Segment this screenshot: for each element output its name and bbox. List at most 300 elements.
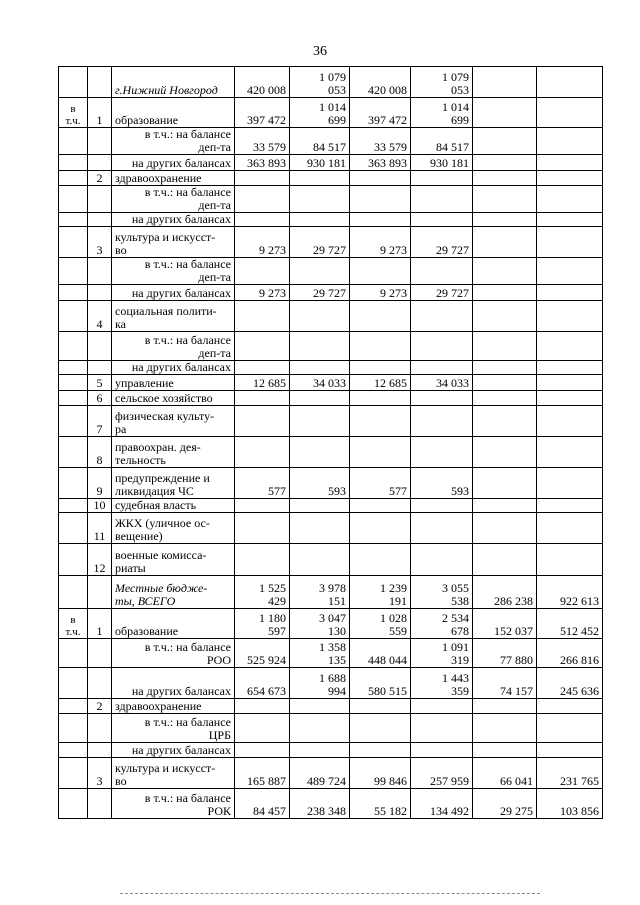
value-cell [235, 171, 290, 186]
value-cell [473, 67, 537, 98]
value-cell [411, 391, 473, 406]
group-marker-cell [59, 544, 88, 576]
table-row [59, 332, 603, 361]
group-marker-cell [59, 668, 88, 699]
value-cell: 34 033 [411, 375, 473, 391]
value-cell: 397 472 [235, 98, 290, 128]
value-cell [235, 699, 290, 714]
group-marker-cell [59, 301, 88, 332]
table-row [59, 699, 603, 714]
table-row [59, 171, 603, 186]
group-marker-cell [59, 576, 88, 609]
item-number-cell [88, 128, 112, 155]
value-cell: 245 636 [537, 668, 603, 699]
group-marker-cell [59, 171, 88, 186]
value-cell [411, 406, 473, 437]
value-cell: 593 [411, 468, 473, 499]
item-number-cell [88, 639, 112, 668]
group-marker-cell: в т.ч. [59, 609, 88, 639]
group-marker-cell [59, 186, 88, 213]
value-cell [235, 714, 290, 743]
value-cell: 12 685 [235, 375, 290, 391]
row-label-cell: физическая культу- ра [112, 406, 235, 437]
row-label-cell: сельское хозяйство [112, 391, 235, 406]
table-row [59, 67, 603, 98]
page-number: 36 [313, 44, 327, 59]
item-number-cell [88, 258, 112, 285]
value-cell: 12 685 [350, 375, 411, 391]
row-label-cell: в т.ч.: на балансе деп-та [112, 186, 235, 213]
value-cell [473, 391, 537, 406]
row-label-cell: на других балансах [112, 361, 235, 375]
table-row [59, 375, 603, 391]
value-cell [235, 213, 290, 227]
group-marker-cell [59, 714, 88, 743]
value-cell [411, 332, 473, 361]
group-marker-cell [59, 213, 88, 227]
value-cell: 448 044 [350, 639, 411, 668]
table-row [59, 513, 603, 544]
value-cell [290, 714, 350, 743]
value-cell [473, 513, 537, 544]
value-cell: 363 893 [350, 155, 411, 171]
value-cell: 77 880 [473, 639, 537, 668]
group-marker-cell [59, 155, 88, 171]
table-row [59, 155, 603, 171]
value-cell: 1 180 597 [235, 609, 290, 639]
value-cell [411, 743, 473, 758]
value-cell: 84 517 [290, 128, 350, 155]
value-cell [235, 332, 290, 361]
value-cell [473, 406, 537, 437]
value-cell: 55 182 [350, 789, 411, 819]
value-cell [473, 437, 537, 468]
group-marker-cell [59, 406, 88, 437]
item-number-cell: 3 [88, 227, 112, 258]
group-marker-cell [59, 258, 88, 285]
value-cell [235, 544, 290, 576]
item-number-cell: 2 [88, 171, 112, 186]
value-cell: 420 008 [350, 67, 411, 98]
value-cell: 266 816 [537, 639, 603, 668]
value-cell: 654 673 [235, 668, 290, 699]
value-cell: 99 846 [350, 758, 411, 789]
row-label-cell: социальная полити- ка [112, 301, 235, 332]
value-cell [290, 406, 350, 437]
value-cell [350, 699, 411, 714]
value-cell: 74 157 [473, 668, 537, 699]
group-marker-cell [59, 758, 88, 789]
group-marker-cell [59, 789, 88, 819]
bottom-rule [120, 893, 540, 894]
value-cell [537, 468, 603, 499]
item-number-cell: 3 [88, 758, 112, 789]
value-cell [537, 391, 603, 406]
value-cell: 1 091 319 [411, 639, 473, 668]
value-cell: 66 041 [473, 758, 537, 789]
value-cell: 420 008 [235, 67, 290, 98]
value-cell: 930 181 [411, 155, 473, 171]
row-label-cell: Местные бюдже- ты, ВСЕГО [112, 576, 235, 609]
group-marker-cell [59, 128, 88, 155]
value-cell [537, 499, 603, 513]
value-cell [235, 258, 290, 285]
table-row [59, 227, 603, 258]
item-number-cell [88, 332, 112, 361]
value-cell [473, 699, 537, 714]
item-number-cell: 6 [88, 391, 112, 406]
value-cell [537, 98, 603, 128]
value-cell: 29 727 [290, 285, 350, 301]
value-cell [411, 513, 473, 544]
value-cell [411, 213, 473, 227]
item-number-cell: 4 [88, 301, 112, 332]
value-cell [473, 361, 537, 375]
value-cell [473, 375, 537, 391]
value-cell [350, 743, 411, 758]
value-cell: 103 856 [537, 789, 603, 819]
row-label-cell: г.Нижний Новгород [112, 67, 235, 98]
item-number-cell [88, 789, 112, 819]
value-cell: 29 727 [411, 285, 473, 301]
value-cell [411, 171, 473, 186]
value-cell [350, 406, 411, 437]
value-cell [473, 285, 537, 301]
value-cell [537, 437, 603, 468]
value-cell: 9 273 [235, 227, 290, 258]
value-cell: 84 517 [411, 128, 473, 155]
value-cell [290, 213, 350, 227]
value-cell [537, 186, 603, 213]
value-cell [290, 699, 350, 714]
group-marker-cell [59, 375, 88, 391]
value-cell [350, 258, 411, 285]
value-cell [350, 213, 411, 227]
value-cell: 29 727 [290, 227, 350, 258]
value-cell [290, 171, 350, 186]
value-cell: 922 613 [537, 576, 603, 609]
value-cell: 593 [290, 468, 350, 499]
group-marker-cell [59, 499, 88, 513]
value-cell [537, 128, 603, 155]
table-row [59, 743, 603, 758]
value-cell [235, 499, 290, 513]
value-cell: 231 765 [537, 758, 603, 789]
value-cell [473, 128, 537, 155]
value-cell [537, 544, 603, 576]
value-cell [235, 437, 290, 468]
row-label-cell: в т.ч.: на балансе РОО [112, 639, 235, 668]
value-cell: 84 457 [235, 789, 290, 819]
value-cell [290, 301, 350, 332]
value-cell: 1 028 559 [350, 609, 411, 639]
value-cell: 238 348 [290, 789, 350, 819]
item-number-cell: 5 [88, 375, 112, 391]
group-marker-cell [59, 391, 88, 406]
row-label-cell: в т.ч.: на балансе деп-та [112, 332, 235, 361]
row-label-cell: культура и искусст- во [112, 227, 235, 258]
value-cell [411, 301, 473, 332]
value-cell [473, 714, 537, 743]
table-row [59, 406, 603, 437]
value-cell [290, 186, 350, 213]
row-label-cell: ЖКХ (уличное ос- вещение) [112, 513, 235, 544]
value-cell: 34 033 [290, 375, 350, 391]
value-cell [473, 171, 537, 186]
value-cell [473, 98, 537, 128]
item-number-cell [88, 361, 112, 375]
value-cell [350, 332, 411, 361]
item-number-cell: 8 [88, 437, 112, 468]
table-row [59, 391, 603, 406]
item-number-cell: 1 [88, 98, 112, 128]
value-cell: 1 688 994 [290, 668, 350, 699]
value-cell [537, 361, 603, 375]
item-number-cell [88, 576, 112, 609]
value-cell [411, 699, 473, 714]
value-cell [411, 361, 473, 375]
value-cell [350, 499, 411, 513]
row-label-cell: здравоохранение [112, 171, 235, 186]
value-cell: 1 525 429 [235, 576, 290, 609]
value-cell [473, 186, 537, 213]
value-cell [537, 714, 603, 743]
value-cell [350, 171, 411, 186]
value-cell [537, 213, 603, 227]
value-cell: 397 472 [350, 98, 411, 128]
value-cell: 9 273 [350, 227, 411, 258]
value-cell: 3 055 538 [411, 576, 473, 609]
value-cell [235, 186, 290, 213]
item-number-cell [88, 285, 112, 301]
table-row [59, 98, 603, 128]
group-marker-cell [59, 332, 88, 361]
item-number-cell: 7 [88, 406, 112, 437]
value-cell [473, 258, 537, 285]
value-cell: 29 727 [411, 227, 473, 258]
table-row [59, 213, 603, 227]
value-cell: 577 [235, 468, 290, 499]
value-cell: 1 079 053 [411, 67, 473, 98]
row-label-cell: в т.ч.: на балансе деп-та [112, 128, 235, 155]
group-marker-cell: в т.ч. [59, 98, 88, 128]
value-cell: 1 014 699 [290, 98, 350, 128]
item-number-cell [88, 67, 112, 98]
value-cell [537, 332, 603, 361]
table-row [59, 714, 603, 743]
value-cell [350, 301, 411, 332]
value-cell [537, 67, 603, 98]
value-cell [537, 227, 603, 258]
item-number-cell [88, 668, 112, 699]
item-number-cell: 11 [88, 513, 112, 544]
value-cell [537, 699, 603, 714]
value-cell: 134 492 [411, 789, 473, 819]
value-cell [350, 186, 411, 213]
value-cell: 9 273 [350, 285, 411, 301]
value-cell: 9 273 [235, 285, 290, 301]
value-cell: 33 579 [350, 128, 411, 155]
group-marker-cell [59, 743, 88, 758]
value-cell [537, 301, 603, 332]
value-cell: 1 079 053 [290, 67, 350, 98]
value-cell: 165 887 [235, 758, 290, 789]
value-cell: 2 534 678 [411, 609, 473, 639]
value-cell [537, 375, 603, 391]
group-marker-cell [59, 468, 88, 499]
value-cell [235, 391, 290, 406]
value-cell [235, 406, 290, 437]
value-cell: 1 239 191 [350, 576, 411, 609]
table-row [59, 758, 603, 789]
value-cell: 257 959 [411, 758, 473, 789]
value-cell [537, 155, 603, 171]
value-cell [473, 743, 537, 758]
row-label-cell: на других балансах [112, 285, 235, 301]
table-row [59, 437, 603, 468]
table-row [59, 499, 603, 513]
row-label-cell: военные комисса- риаты [112, 544, 235, 576]
table-row [59, 468, 603, 499]
value-cell: 286 238 [473, 576, 537, 609]
row-label-cell: в т.ч.: на балансе деп-та [112, 258, 235, 285]
value-cell [473, 499, 537, 513]
value-cell: 3 978 151 [290, 576, 350, 609]
item-number-cell: 9 [88, 468, 112, 499]
value-cell [537, 285, 603, 301]
row-label-cell: на других балансах [112, 155, 235, 171]
value-cell [537, 406, 603, 437]
row-label-cell: на других балансах [112, 213, 235, 227]
table-row [59, 301, 603, 332]
row-label-cell: в т.ч.: на балансе ЦРБ [112, 714, 235, 743]
value-cell [235, 743, 290, 758]
value-cell [350, 544, 411, 576]
value-cell [473, 332, 537, 361]
item-number-cell: 10 [88, 499, 112, 513]
table-row [59, 186, 603, 213]
item-number-cell [88, 213, 112, 227]
value-cell [290, 513, 350, 544]
group-marker-cell [59, 437, 88, 468]
value-cell [473, 227, 537, 258]
value-cell: 3 047 130 [290, 609, 350, 639]
value-cell [473, 155, 537, 171]
row-label-cell: на других балансах [112, 743, 235, 758]
value-cell: 930 181 [290, 155, 350, 171]
value-cell [537, 513, 603, 544]
item-number-cell [88, 714, 112, 743]
value-cell [290, 544, 350, 576]
value-cell [537, 171, 603, 186]
value-cell [411, 714, 473, 743]
row-label-cell: на других балансах [112, 668, 235, 699]
row-label-cell: культура и искусст- во [112, 758, 235, 789]
group-marker-cell [59, 285, 88, 301]
value-cell: 1 443 359 [411, 668, 473, 699]
table-row [59, 258, 603, 285]
value-cell [290, 437, 350, 468]
table-row [59, 285, 603, 301]
table-row [59, 128, 603, 155]
group-marker-cell [59, 227, 88, 258]
value-cell: 33 579 [235, 128, 290, 155]
row-label-cell: образование [112, 609, 235, 639]
group-marker-cell [59, 639, 88, 668]
value-cell [235, 301, 290, 332]
row-label-cell: образование [112, 98, 235, 128]
row-label-cell: в т.ч.: на балансе РОК [112, 789, 235, 819]
value-cell: 577 [350, 468, 411, 499]
value-cell: 29 275 [473, 789, 537, 819]
item-number-cell: 1 [88, 609, 112, 639]
group-marker-cell [59, 513, 88, 544]
value-cell: 1 014 699 [411, 98, 473, 128]
value-cell: 580 515 [350, 668, 411, 699]
value-cell [411, 258, 473, 285]
value-cell: 512 452 [537, 609, 603, 639]
value-cell [537, 743, 603, 758]
value-cell [290, 743, 350, 758]
value-cell [473, 544, 537, 576]
table-row [59, 576, 603, 609]
value-cell [235, 361, 290, 375]
table-row [59, 544, 603, 576]
value-cell: 489 724 [290, 758, 350, 789]
value-cell: 152 037 [473, 609, 537, 639]
value-cell [411, 437, 473, 468]
table-row [59, 789, 603, 819]
item-number-cell: 12 [88, 544, 112, 576]
row-label-cell: управление [112, 375, 235, 391]
value-cell [411, 186, 473, 213]
group-marker-cell [59, 361, 88, 375]
item-number-cell [88, 186, 112, 213]
value-cell [411, 499, 473, 513]
value-cell [290, 361, 350, 375]
group-marker-cell [59, 699, 88, 714]
item-number-cell: 2 [88, 699, 112, 714]
group-marker-cell [59, 67, 88, 98]
value-cell [350, 391, 411, 406]
value-cell [350, 437, 411, 468]
value-cell [290, 499, 350, 513]
value-cell [350, 513, 411, 544]
value-cell [473, 213, 537, 227]
budget-table [58, 66, 603, 819]
value-cell [235, 513, 290, 544]
row-label-cell: судебная власть [112, 499, 235, 513]
value-cell [350, 714, 411, 743]
item-number-cell [88, 743, 112, 758]
table-row [59, 668, 603, 699]
value-cell [537, 258, 603, 285]
value-cell [290, 258, 350, 285]
item-number-cell [88, 155, 112, 171]
value-cell [290, 332, 350, 361]
row-label-cell: правоохран. дея- тельность [112, 437, 235, 468]
value-cell: 363 893 [235, 155, 290, 171]
row-label-cell: здравоохранение [112, 699, 235, 714]
value-cell [473, 468, 537, 499]
table-row [59, 361, 603, 375]
value-cell: 525 924 [235, 639, 290, 668]
value-cell [350, 361, 411, 375]
table-row [59, 639, 603, 668]
value-cell [473, 301, 537, 332]
value-cell: 1 358 135 [290, 639, 350, 668]
row-label-cell: предупреждение и ликвидация ЧС [112, 468, 235, 499]
